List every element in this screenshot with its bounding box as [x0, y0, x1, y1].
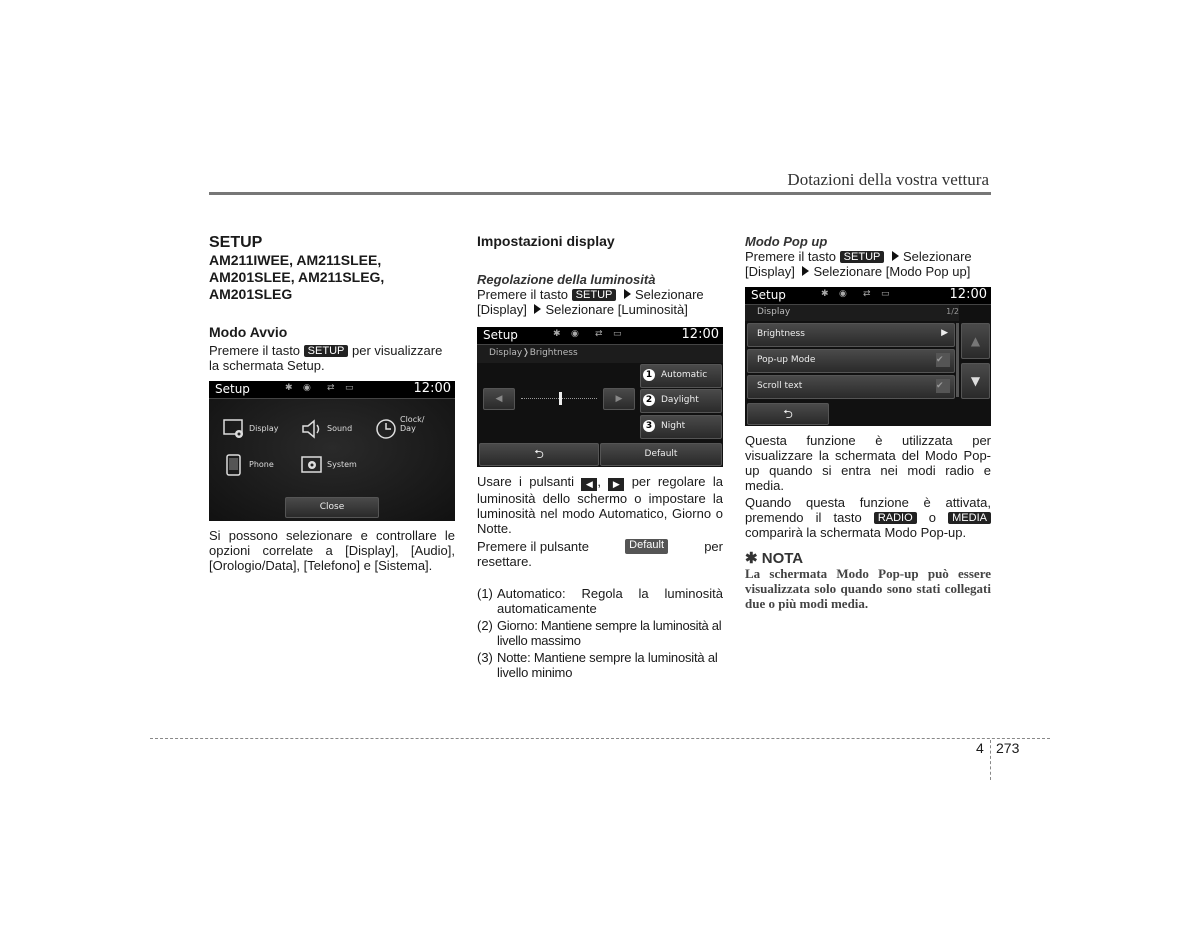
list-text: Notte: Mantiene sempre la luminosità al livello minimo: [497, 650, 718, 680]
list-item: [477, 650, 723, 680]
menu-label: System: [327, 460, 357, 469]
radio-key: RADIO: [874, 512, 917, 524]
setup-description: Si possono selezionare e controllare le opzioni correlate a [Display], [Audio], [Orologio/Data], [Telefono] e [Sistema].: [209, 528, 455, 573]
arrow-icon: [892, 251, 899, 261]
bluetooth-icon: ✱: [285, 383, 293, 393]
menu-label: Sound: [327, 424, 353, 433]
list-title: Display: [757, 307, 791, 317]
column-display: [477, 234, 723, 317]
brightness-screen: [477, 327, 723, 467]
model-line: AM201SLEG: [209, 286, 293, 302]
subheading-luminosita: Regolazione della luminosità: [477, 272, 656, 287]
chevron-right-icon: ▶: [941, 328, 948, 338]
status-bar: [477, 327, 723, 345]
menu-item-clock[interactable]: [375, 415, 437, 441]
note-text: La schermata Modo Pop-up può essere visualizzata solo quando sono stati collegati due o più modi media.: [745, 566, 991, 611]
text: comparirà la schermata Modo Pop-up.: [745, 525, 967, 540]
menu-label: Clock/ Day: [400, 415, 425, 433]
menu-area: [209, 399, 455, 521]
row-brightness[interactable]: [747, 323, 955, 347]
text: Usare i pulsanti: [477, 474, 575, 489]
text: Premere il tasto: [209, 343, 301, 358]
menu-label: Display: [249, 424, 279, 433]
model-line: AM211IWEE, AM211SLEE,: [209, 252, 382, 268]
note-title: ✱ NOTA: [745, 550, 804, 567]
number-badge: 2: [643, 394, 655, 406]
text: Premere il tasto: [745, 249, 837, 264]
aux-icon: ▭: [613, 329, 622, 339]
default-key: Default: [625, 539, 668, 554]
increase-button[interactable]: ▶: [603, 388, 635, 410]
screen-title: Setup: [215, 382, 250, 396]
list-number: (1): [477, 586, 493, 601]
option-label: Night: [661, 421, 686, 431]
row-label: Pop-up Mode: [757, 355, 816, 365]
bluetooth-icon: ✱: [553, 329, 561, 339]
section-heading: Impostazioni display: [477, 233, 615, 249]
screen-title: Setup: [751, 288, 786, 302]
column-popup-body: [745, 433, 991, 611]
text: Quando questa funzione è attivata, premendo il tasto: [745, 495, 991, 525]
screen-title: Setup: [483, 328, 518, 342]
menu-item-display[interactable]: [223, 418, 287, 442]
text: [Display]: [745, 264, 795, 279]
column-setup: [209, 234, 455, 373]
menu-item-phone[interactable]: [223, 454, 287, 478]
subheading-modo-avvio: Modo Avvio: [209, 324, 288, 340]
column-popup: [745, 234, 991, 279]
brightness-path: [477, 287, 723, 317]
aux-icon: ▭: [881, 289, 890, 299]
running-header: Dotazioni della vostra vettura: [787, 170, 989, 189]
default-instruction: [477, 539, 723, 554]
option-automatic[interactable]: [640, 364, 722, 388]
column-display-body: [477, 474, 723, 680]
row-popup-mode[interactable]: [747, 349, 955, 373]
popup-screen: [745, 287, 991, 426]
text: Premere il tasto: [477, 287, 569, 302]
disc-icon: ◉: [303, 383, 311, 393]
section-heading: Modo Pop up: [745, 234, 828, 249]
right-button-icon: ▶: [608, 478, 624, 491]
disc-icon: ◉: [839, 289, 847, 299]
row-label: Scroll text: [757, 381, 803, 391]
slider-thumb[interactable]: [559, 392, 562, 405]
display-icon: [223, 418, 245, 440]
text: ,: [597, 474, 602, 489]
model-line: AM201SLEE, AM211SLEG,: [209, 269, 385, 285]
number-badge: 1: [643, 369, 655, 381]
mode-list: [477, 586, 723, 680]
bluetooth-icon: ✱: [821, 289, 829, 299]
model-codes: [209, 252, 455, 303]
text: [Display]: [477, 302, 527, 317]
list-item: [477, 586, 723, 616]
menu-label: Phone: [249, 460, 274, 469]
page-indicator: 1/2: [946, 307, 959, 316]
header-rule: [209, 192, 991, 195]
setup-key: SETUP: [304, 345, 349, 357]
popup-paragraph-2: [745, 495, 991, 540]
text: Selezionare [Modo Pop up]: [813, 264, 971, 279]
text: Premere il pulsante: [477, 539, 589, 554]
section-heading: SETUP: [209, 234, 263, 251]
left-button-icon: ◀: [581, 478, 597, 491]
media-key: MEDIA: [948, 512, 991, 524]
clock: 12:00: [413, 381, 451, 396]
arrow-icon: [624, 289, 631, 299]
usb-icon: ⇄: [863, 289, 871, 299]
status-bar: [209, 381, 455, 399]
list-text: Giorno: Mantiene sempre la luminosità al livello massimo: [497, 618, 722, 648]
speaker-icon: [301, 418, 323, 440]
popup-paragraph-1: Questa funzione è utilizzata per visualizzare la schermata del Modo Pop-up quando si entra nei modi radio e media.: [745, 433, 991, 493]
number-badge: 3: [643, 420, 655, 432]
gear-icon: [301, 454, 323, 476]
clock: 12:00: [949, 287, 987, 302]
default-button[interactable]: Default: [600, 443, 722, 466]
arrow-icon: [534, 304, 541, 314]
option-label: Automatic: [661, 370, 708, 380]
popup-path: [745, 249, 991, 279]
checkbox-icon[interactable]: ✔: [936, 353, 950, 367]
option-night[interactable]: [640, 415, 722, 439]
disc-icon: ◉: [571, 329, 579, 339]
setup-key: SETUP: [840, 251, 885, 263]
list-item: [477, 618, 723, 648]
row-scroll-text[interactable]: [747, 375, 955, 399]
usb-icon: ⇄: [327, 383, 335, 393]
page-number: 273: [996, 740, 1020, 756]
setup-key: SETUP: [572, 289, 617, 301]
back-button[interactable]: ⮌: [747, 403, 829, 425]
scrollbar[interactable]: [956, 323, 959, 397]
list-number: (3): [477, 650, 493, 665]
option-label: Daylight: [661, 395, 699, 405]
clock: 12:00: [681, 327, 719, 342]
usage-paragraph: [477, 474, 723, 536]
clock-icon: [375, 418, 397, 440]
text: la schermata Setup.: [209, 358, 325, 373]
text: per: [704, 539, 723, 554]
list-text: Automatico: Regola la luminosità automaticamente: [497, 586, 723, 616]
arrow-icon: [802, 266, 809, 276]
text: Selezionare: [634, 287, 704, 302]
text: Selezionare: [902, 249, 972, 264]
menu-item-system[interactable]: [301, 454, 365, 478]
checkbox-icon[interactable]: ✔: [936, 379, 950, 393]
scroll-up-button[interactable]: ▲: [961, 323, 990, 359]
section-number: 4: [976, 740, 984, 756]
setup-screen: [209, 381, 455, 521]
status-bar: [745, 287, 991, 305]
close-button[interactable]: Close: [285, 497, 379, 518]
breadcrumb-text: Display❭Brightness: [489, 348, 578, 358]
avvio-instructions: [209, 343, 455, 373]
text: o: [928, 510, 937, 525]
text: Selezionare [Luminosità]: [545, 302, 688, 317]
text: per visualizzare: [351, 343, 443, 358]
list-header: [745, 305, 959, 321]
text: per regolare la: [631, 474, 723, 489]
phone-icon: [223, 454, 245, 476]
scroll-down-button[interactable]: ▼: [961, 363, 990, 399]
footer-rule: [150, 738, 1050, 739]
back-button[interactable]: ⮌: [479, 443, 599, 466]
row-label: Brightness: [757, 329, 805, 339]
brightness-slider[interactable]: [483, 388, 609, 410]
option-daylight[interactable]: [640, 389, 722, 413]
decrease-button[interactable]: ◀: [483, 388, 515, 410]
list-number: (2): [477, 618, 493, 633]
footer-divider: [990, 740, 991, 780]
aux-icon: ▭: [345, 383, 354, 393]
menu-item-sound[interactable]: [301, 418, 361, 442]
text: resettare.: [477, 554, 532, 569]
breadcrumb: [477, 345, 723, 363]
usb-icon: ⇄: [595, 329, 603, 339]
text: luminosità dello schermo o impostare la luminosità nel modo Automatico, Giorno o Notte.: [477, 491, 723, 536]
